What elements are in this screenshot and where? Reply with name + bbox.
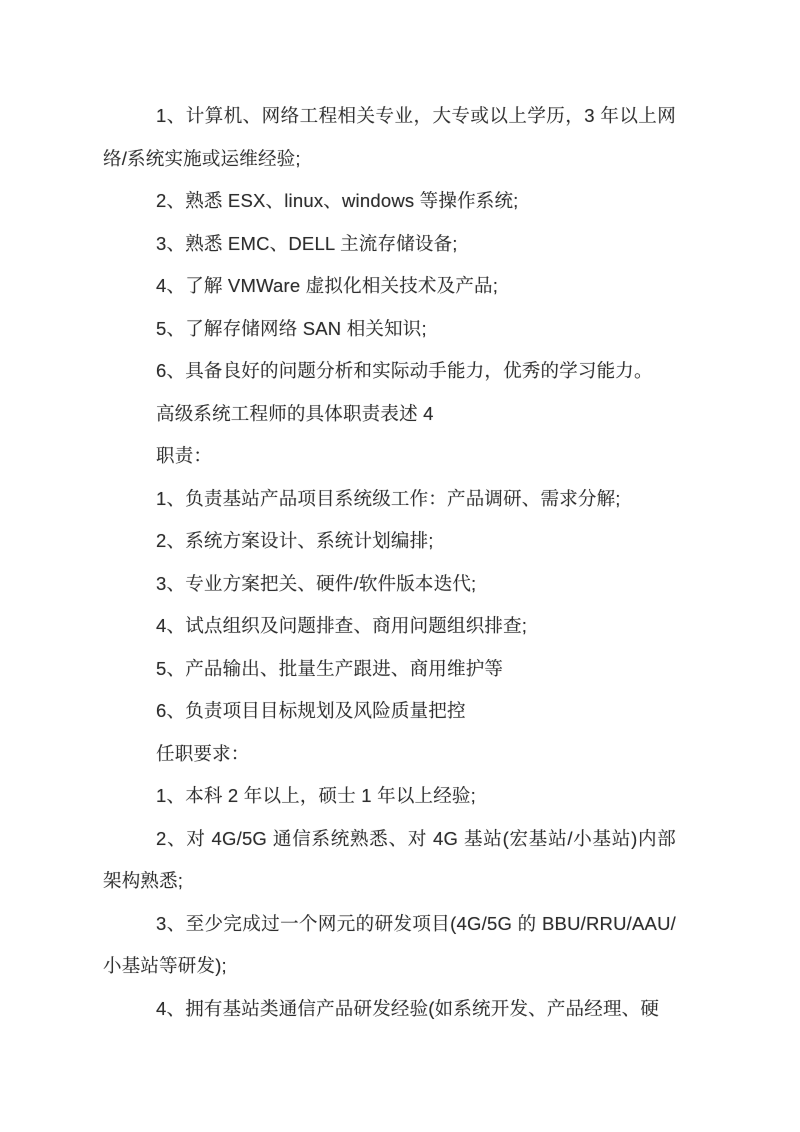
paragraph: 2、熟悉 ESX、linux、windows 等操作系统; bbox=[156, 190, 519, 211]
paragraph: 1、负责基站产品项目系统级工作：产品调研、需求分解; bbox=[156, 487, 621, 509]
paragraph: 4、拥有基站类通信产品研发经验(如系统开发、产品经理、硬 bbox=[156, 997, 660, 1019]
paragraph: 1、本科 2 年以上，硕士 1 年以上经验; bbox=[156, 785, 476, 806]
paragraph: 任职要求： bbox=[156, 742, 250, 764]
paragraph: 1、计算机、网络工程相关专业，大专或以上学历，3 年以上网络/系统实施或运维经验; bbox=[103, 105, 676, 169]
paragraph: 3、专业方案把关、硬件/软件版本迭代; bbox=[156, 572, 477, 594]
paragraph: 4、试点组织及问题排查、商用问题组织排查; bbox=[156, 615, 528, 636]
paragraph: 2、对 4G/5G 通信系统熟悉、对 4G 基站(宏基站/小基站)内部架构熟悉; bbox=[103, 827, 676, 891]
document-text-block bbox=[103, 95, 676, 1030]
paragraph: 3、熟悉 EMC、DELL 主流存储设备; bbox=[156, 232, 458, 254]
paragraph: 5、产品输出、批量生产跟进、商用维护等 bbox=[156, 657, 504, 679]
paragraph: 6、具备良好的问题分析和实际动手能力，优秀的学习能力。 bbox=[156, 360, 653, 381]
paragraph: 4、了解 VMWare 虚拟化相关技术及产品; bbox=[156, 275, 499, 296]
paragraph: 职责： bbox=[156, 445, 213, 466]
paragraph: 6、负责项目目标规划及风险质量把控 bbox=[156, 700, 466, 721]
paragraph: 2、系统方案设计、系统计划编排; bbox=[156, 530, 434, 551]
paragraph: 3、至少完成过一个网元的研发项目(4G/5G 的 BBU/RRU/AAU/小基站等研发); bbox=[103, 912, 676, 976]
paragraph: 5、了解存储网络 SAN 相关知识; bbox=[156, 317, 427, 339]
paragraph: 高级系统工程师的具体职责表述 4 bbox=[156, 402, 434, 424]
